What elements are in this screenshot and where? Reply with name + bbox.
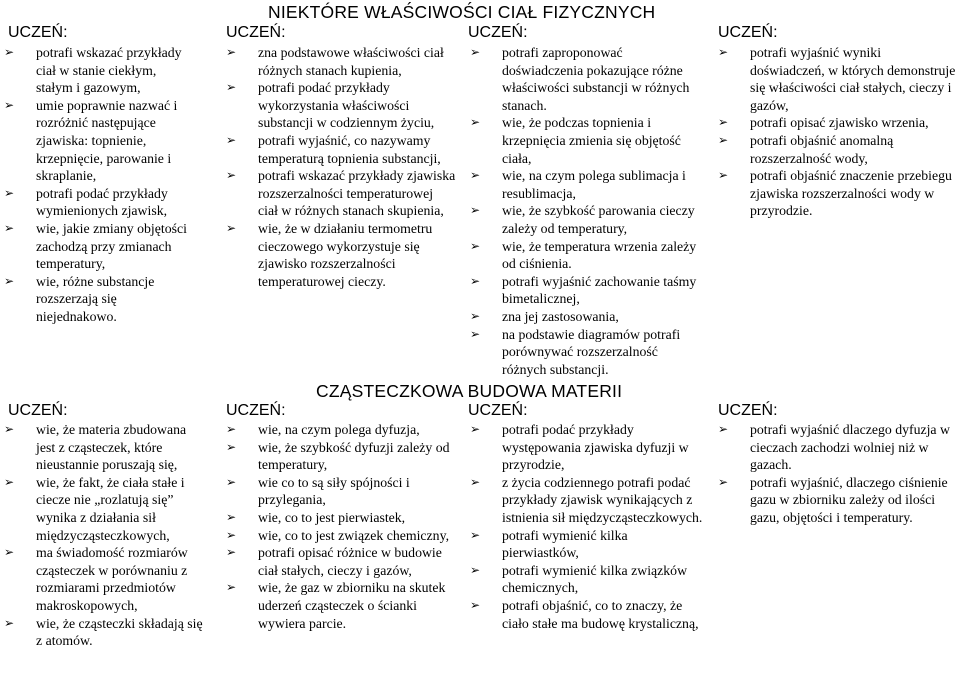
arrowhead-bullet-icon: ➢ <box>226 168 237 183</box>
arrowhead-bullet-icon: ➢ <box>226 220 237 235</box>
list-item: ➢ wie, co to jest pierwiastek, <box>226 509 406 525</box>
criteria-column <box>716 421 956 527</box>
arrowhead-bullet-icon: ➢ <box>4 422 15 436</box>
list-item: ➢ wie, że w działaniu termometru cieczowego wykorzystuje się zjawisko rozszerzalności temperaturowej cieczy. <box>226 220 433 289</box>
arrowhead-bullet-icon: ➢ <box>470 422 481 436</box>
list-item: ➢ potrafi wyjaśnić wyniki doświadczeń, w których demonstruje się właściwości ciał stałych, cieczy i gazów, <box>718 45 956 113</box>
arrowhead-bullet-icon: ➢ <box>226 545 237 560</box>
list-item: ➢ potrafi opisać różnice w budowie ciał stałych, cieczy i gazów, <box>226 545 442 578</box>
criteria-column <box>224 44 456 290</box>
arrowhead-bullet-icon: ➢ <box>226 474 237 489</box>
list-item: ➢ potrafi podać przykłady wymienionych zjawisk, <box>4 185 168 219</box>
list-item: ➢ zna jej zastosowania, <box>470 308 619 324</box>
arrowhead-bullet-icon: ➢ <box>4 474 15 489</box>
arrowhead-bullet-icon: ➢ <box>4 97 15 112</box>
arrowhead-bullet-icon: ➢ <box>470 308 481 323</box>
arrowhead-bullet-icon: ➢ <box>226 509 237 524</box>
arrowhead-bullet-icon: ➢ <box>470 474 481 489</box>
list-item: ➢ potrafi objaśnić anomalną rozszerzalność wody, <box>718 132 894 166</box>
list-item: ➢ potrafi wskazać przykłady zjawiska rozszerzalności temperaturowej ciał w różnych stanach skupienia, <box>226 168 456 219</box>
arrowhead-bullet-icon: ➢ <box>470 597 481 612</box>
list-item: ➢ na podstawie diagramów potrafi porównywać rozszerzalność różnych substancji. <box>470 326 681 377</box>
arrowhead-bullet-icon: ➢ <box>226 422 237 436</box>
section-title-molecular-structure: CZĄSTECZKOWA BUDOWA MATERII <box>316 381 623 401</box>
list-item: ➢ wie, że temperatura wrzenia zależy od ciśnienia. <box>470 238 697 272</box>
column-header: UCZEŃ: <box>8 402 68 419</box>
section-title-properties: NIEKTÓRE WŁAŚCIWOŚCI CIAŁ FIZYCZNYCH <box>268 2 656 22</box>
column-header: UCZEŃ: <box>468 402 528 419</box>
arrowhead-bullet-icon: ➢ <box>4 545 15 560</box>
arrowhead-bullet-icon: ➢ <box>470 168 481 183</box>
list-item: ➢ potrafi objaśnić, co to znaczy, że ciało stałe ma budowę krystaliczną, <box>470 597 699 631</box>
arrowhead-bullet-icon: ➢ <box>4 273 15 288</box>
list-item: ➢ wie, na czym polega sublimacja i resublimacja, <box>470 168 686 201</box>
arrowhead-bullet-icon: ➢ <box>226 132 237 147</box>
list-item: ➢ potrafi opisać zjawisko wrzenia, <box>718 115 929 131</box>
arrowhead-bullet-icon: ➢ <box>4 45 15 59</box>
list-item: ➢ potrafi wskazać przykłady ciał w stanie ciekłym, stałym i gazowym, <box>4 45 182 96</box>
list-item: ➢ z życia codziennego potrafi podać przykłady zjawisk wynikających z istnienia sił międzycząsteczkowych. <box>470 474 703 525</box>
list-item: ➢ potrafi zaproponować doświadczenia pokazujące różne właściwości substancji w różnych stanach. <box>470 45 690 113</box>
list-item: ➢ wie co to są siły spójności i przylegania, <box>226 474 410 508</box>
criteria-column <box>716 44 956 220</box>
list-item: ➢ wie, że cząsteczki składają się z atomów. <box>4 615 203 649</box>
arrowhead-bullet-icon: ➢ <box>226 45 237 59</box>
arrowhead-bullet-icon: ➢ <box>470 115 481 130</box>
list-item: ➢ wie, że podczas topnienia i krzepnięcia zmienia się objętość ciała, <box>470 115 681 166</box>
arrowhead-bullet-icon: ➢ <box>718 45 729 59</box>
arrowhead-bullet-icon: ➢ <box>470 45 481 59</box>
column-header: UCZEŃ: <box>718 24 778 41</box>
criteria-column <box>224 421 456 632</box>
column-header: UCZEŃ: <box>718 402 778 419</box>
list-item: ➢ wie, co to jest związek chemiczny, <box>226 527 450 543</box>
arrowhead-bullet-icon: ➢ <box>718 168 729 183</box>
arrowhead-bullet-icon: ➢ <box>470 273 481 288</box>
arrowhead-bullet-icon: ➢ <box>718 132 729 147</box>
list-item: ➢ potrafi podać przykłady wykorzystania właściwości substancji w codziennym życiu, <box>226 80 435 131</box>
arrowhead-bullet-icon: ➢ <box>4 220 15 235</box>
arrowhead-bullet-icon: ➢ <box>226 80 237 95</box>
arrowhead-bullet-icon: ➢ <box>4 615 15 630</box>
criteria-column <box>2 421 208 650</box>
list-item: ➢ wie, na czym polega dyfuzja, <box>226 422 420 437</box>
arrowhead-bullet-icon: ➢ <box>226 580 237 595</box>
list-item: ➢ potrafi podać przykłady występowania zjawiska dyfuzji w przyrodzie, <box>470 422 689 473</box>
criteria-column <box>468 421 704 632</box>
arrowhead-bullet-icon: ➢ <box>718 115 729 130</box>
list-item: ➢ wie, różne substancje rozszerzają się niejednakowo. <box>4 273 155 324</box>
list-item: ➢ potrafi wyjaśnić, dlaczego ciśnienie gazu w zbiorniku zależy od ilości gazu, objętości i temperatury. <box>718 474 948 525</box>
arrowhead-bullet-icon: ➢ <box>470 203 481 218</box>
column-header: UCZEŃ: <box>8 24 68 41</box>
list-item: ➢ wie, że szybkość parowania cieczy zależy od temperatury, <box>470 203 695 236</box>
arrowhead-bullet-icon: ➢ <box>226 527 237 542</box>
arrowhead-bullet-icon: ➢ <box>4 185 15 200</box>
list-item: ➢ potrafi wyjaśnić, co nazywamy temperaturą topnienia substancji, <box>226 132 441 166</box>
arrowhead-bullet-icon: ➢ <box>470 238 481 253</box>
list-item: ➢ wie, że fakt, że ciała stałe i ciecze nie „rozlatują się” wynika z działania sił międzycząsteczkowych, <box>4 474 185 543</box>
list-item: ➢ potrafi objaśnić znaczenie przebiegu zjawiska rozszerzalności wody w przyrodzie. <box>718 168 952 219</box>
arrowhead-bullet-icon: ➢ <box>470 326 481 341</box>
list-item: ➢ ma świadomość rozmiarów cząsteczek w porównaniu z rozmiarami przedmiotów makroskopowych, <box>4 545 188 613</box>
list-item: ➢ wie, że materia zbudowana jest z cząsteczek, które nieustannie poruszają się, <box>4 422 187 473</box>
arrowhead-bullet-icon: ➢ <box>718 422 729 436</box>
list-item: ➢ wie, że gaz w zbiorniku na skutek uderzeń cząsteczek o ścianki wywiera parcie. <box>226 580 446 631</box>
arrowhead-bullet-icon: ➢ <box>470 527 481 542</box>
criteria-column <box>468 44 704 378</box>
list-item: ➢ wie, jakie zmiany objętości zachodzą przy zmianach temperatury, <box>4 220 187 272</box>
list-item: ➢ potrafi wyjaśnić zachowanie taśmy bimetalicznej, <box>470 273 697 307</box>
column-header: UCZEŃ: <box>226 24 286 41</box>
column-header: UCZEŃ: <box>226 402 286 419</box>
list-item: ➢ zna podstawowe właściwości ciał różnych stanach kupienia, <box>226 45 444 78</box>
criteria-column <box>2 44 196 326</box>
list-item: ➢ potrafi wyjaśnić dlaczego dyfuzja w cieczach zachodzi wolniej niż w gazach. <box>718 422 950 473</box>
list-item: ➢ potrafi wymienić kilka związków chemicznych, <box>470 562 688 596</box>
arrowhead-bullet-icon: ➢ <box>226 439 237 454</box>
arrowhead-bullet-icon: ➢ <box>718 474 729 489</box>
column-header: UCZEŃ: <box>468 24 528 41</box>
list-item: ➢ umie poprawnie nazwać i rozróżnić następujące zjawiska: topnienie, krzepnięcie, parowanie i skraplanie, <box>4 97 178 184</box>
list-item: ➢ wie, że szybkość dyfuzji zależy od temperatury, <box>226 439 450 473</box>
list-item: ➢ potrafi wymienić kilka pierwiastków, <box>470 527 628 561</box>
arrowhead-bullet-icon: ➢ <box>470 562 481 577</box>
